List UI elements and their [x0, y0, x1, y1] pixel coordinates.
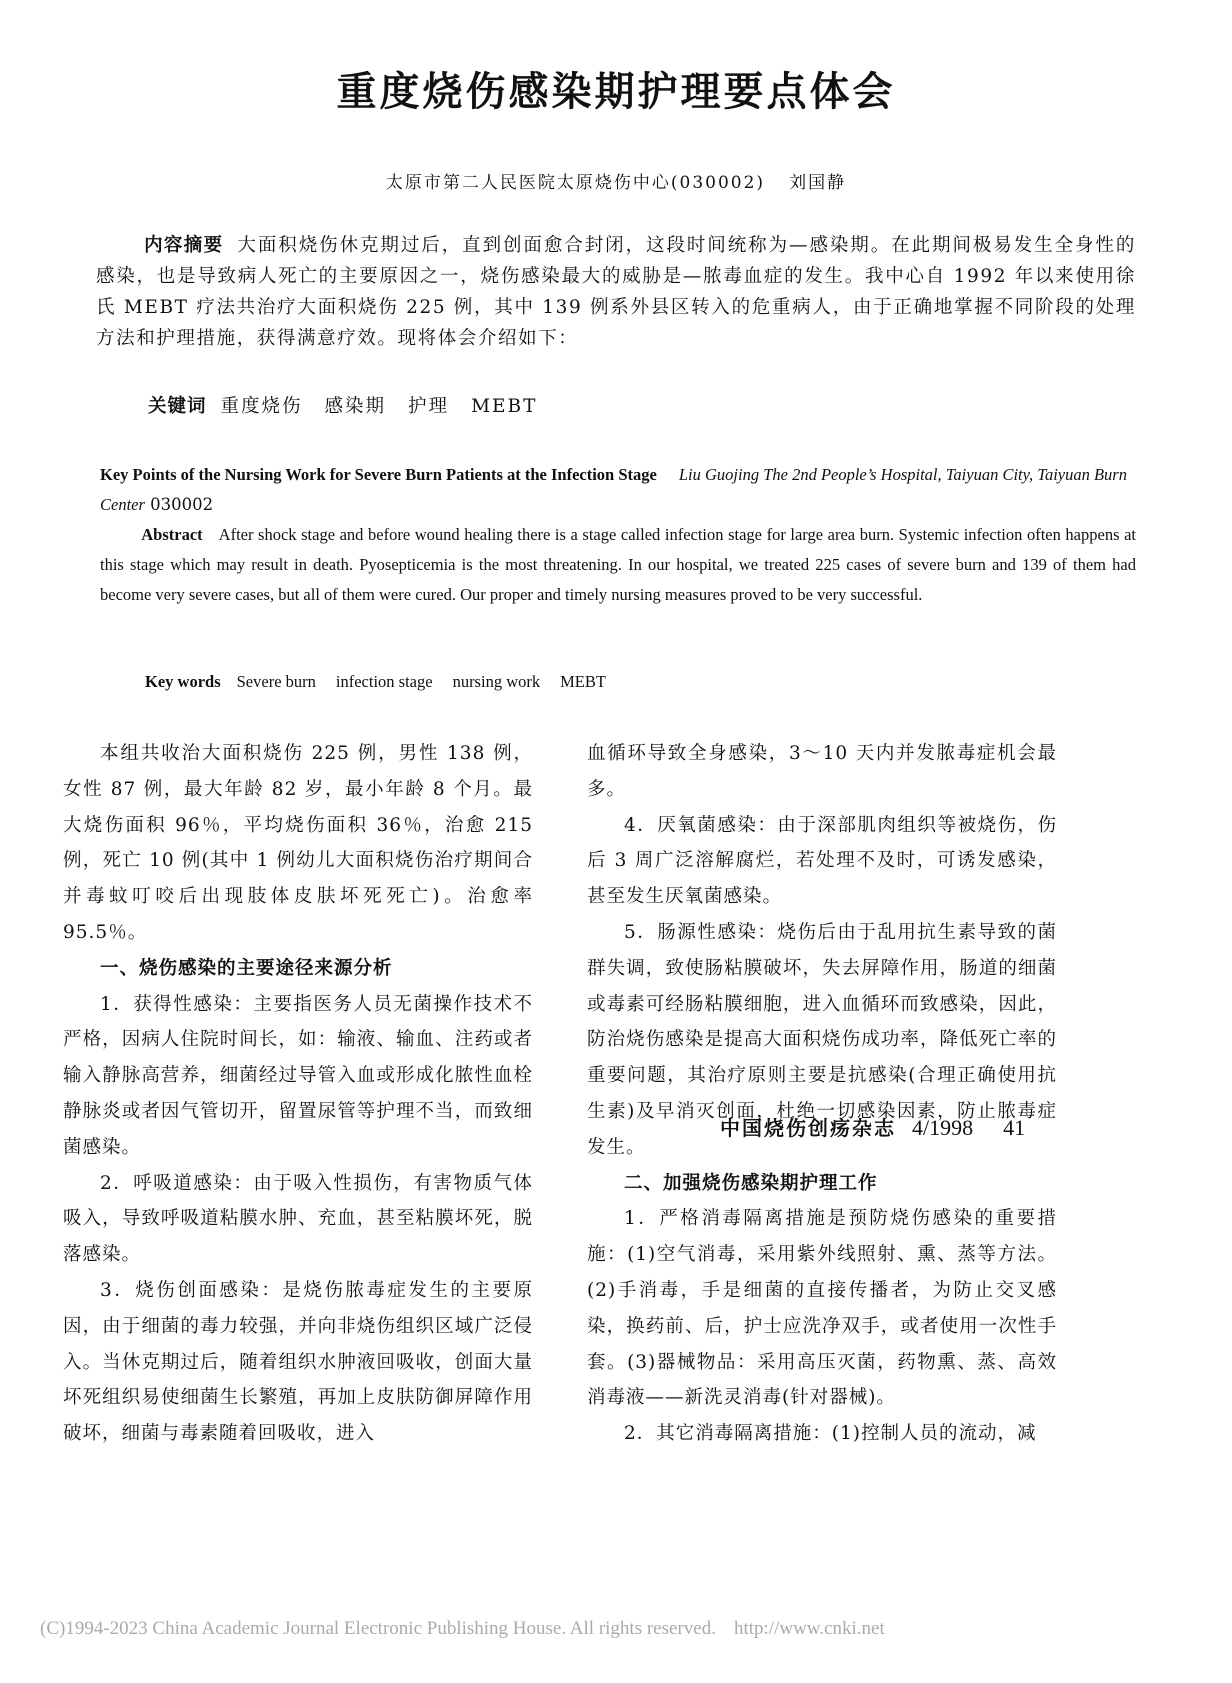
keyword-cn: MEBT — [471, 396, 538, 417]
body-paragraph: 3．烧伤创面感染：是烧伤脓毒症发生的主要原因，由于细菌的毒力较强，并向非烧伤组织区域广泛侵入。当休克期过后，随着组织水肿液回吸收，创面大量坏死组织易使细菌生长繁殖，再加上皮肤防御屏障作用破坏，细菌与毒素随着回吸收，进入 — [63, 1279, 533, 1445]
body-paragraph-continued: 血循环导致全身感染，3～10 天内并发脓毒症机会最多。 — [587, 743, 1057, 800]
keyword-en: MEBT — [560, 672, 606, 691]
body-paragraph: 本组共收治大面积烧伤 225 例，男性 138 例，女性 87 例，最大年龄 82 岁，最小年龄 8 个月。最大烧伤面积 96％，平均烧伤面积 36％，治愈 215 例，死亡 10 例(其中 1 例幼儿大面积烧伤治疗期间合并毒蚊叮咬后出现肢体皮肤坏死死亡)。治愈率95.5％。 — [63, 743, 533, 943]
journal-issue: 4/1998 — [912, 1115, 974, 1140]
english-title: Key Points of the Nursing Work for Severe Burn Patients at the Infection Stage — [100, 465, 657, 484]
abstract-cn — [96, 230, 1136, 354]
body-column-left — [63, 736, 533, 1452]
keyword-cn: 护理 — [408, 396, 450, 417]
keywords-en-label: Key words — [145, 672, 221, 691]
keyword-en: Severe burn — [236, 672, 316, 691]
copyright-url: http://www.cnki.net — [733, 1618, 885, 1639]
body-paragraph: 2．呼吸道感染：由于吸入性损伤，有害物质气体吸入，导致呼吸道粘膜水肿、充血，甚至粘膜坏死，脱落感染。 — [63, 1172, 533, 1266]
body-paragraph: 2．其它消毒隔离措施：(1)控制人员的流动，减 — [624, 1423, 1037, 1445]
keyword-cn: 感染期 — [324, 396, 387, 417]
keywords-cn — [148, 392, 559, 418]
keyword-en: infection stage — [335, 672, 433, 691]
keyword-cn: 重度烧伤 — [220, 396, 303, 417]
affiliation-line — [0, 168, 1232, 193]
body-paragraph: 1．严格消毒隔离措施是预防烧伤感染的重要措施：(1)空气消毒，采用紫外线照射、熏、蒸等方法。(2)手消毒，手是细菌的直接传播者，为防止交叉感染，换药前、后，护士应洗净双手，或者使用一次性手套。(3)器械物品：采用高压灭菌，药物熏、蒸、高效消毒液——新洗灵消毒(针对器械)。 — [587, 1208, 1057, 1409]
keyword-en: nursing work — [452, 672, 541, 691]
body-paragraph: 5．肠源性感染：烧伤后由于乱用抗生素导致的菌群失调，致使肠粘膜破坏，失去屏障作用，肠道的细菌或毒素可经肠粘膜细胞，进入血循环而致感染，因此，防治烧伤感染是提高大面积烧伤成功率，降低死亡率的重要问题，其治疗原则主要是抗感染(合理正确使用抗生素)及早消灭创面，杜绝一切感染因素，防止脓毒症发生。 — [587, 921, 1057, 1158]
abstract-en-text: After shock stage and before wound healing there is a stage called infection stage for large area burn. Systemic infection often happens at this stage which may result in death. Pyosepticemia is the most threatening. In our hospital, we treated 225 cases of severe burn and 139 of them had become very severe cases, but all of them were cured. Our proper and timely nursing measures proved to be very successful. — [100, 525, 1136, 604]
english-authors: Liu Guojing The 2nd People’s Hospital, Taiyuan City, Taiyuan Burn Center — [100, 465, 1127, 514]
affiliation: 太原市第二人民医院太原烧伤中心(030002) — [385, 173, 766, 193]
article-title: 重度烧伤感染期护理要点体会 — [336, 69, 896, 115]
body-paragraph: 1．获得性感染：主要指医务人员无菌操作技术不严格，因病人住院时间长，如：输液、输血、注药或者输入静脉高营养，细菌经过导管入血或形成化脓性血栓静脉炎或者因气管切开，留置尿管等护理不当，而致细菌感染。 — [63, 993, 533, 1158]
abstract-en — [100, 520, 1136, 610]
page-number: 41 — [1003, 1115, 1026, 1140]
keywords-en — [145, 672, 626, 692]
abstract-en-label: Abstract — [141, 525, 203, 544]
keywords-cn-label: 关键词 — [148, 396, 207, 417]
section-heading: 一、烧伤感染的主要途径来源分析 — [100, 957, 393, 979]
journal-name: 中国烧伤创疡杂志 — [720, 1116, 896, 1140]
english-postcode: 030002 — [150, 495, 214, 514]
abstract-cn-text: 大面积烧伤休克期过后，直到创面愈合封闭，这段时间统称为—感染期。在此期间极易发生全身性的感染，也是导致病人死亡的主要原因之一，烧伤感染最大的威胁是—脓毒血症的发生。我中心自 1992 年以来使用徐氏 MEBT 疗法共治疗大面积烧伤 225 例，其中 139 例系外县区转入的危重病人，由于正确地掌握不同阶段的处理方法和护理措施，获得满意疗效。现将体会介绍如下： — [96, 235, 1136, 349]
abstract-cn-label: 内容摘要 — [144, 235, 224, 256]
copyright-text: (C)1994-2023 China Academic Journal Electronic Publishing House. All rights reserved. — [40, 1618, 716, 1639]
page-footer — [720, 1112, 1025, 1141]
english-title-block — [100, 460, 1136, 520]
section-heading: 二、加强烧伤感染期护理工作 — [624, 1172, 878, 1194]
body-paragraph: 4．厌氧菌感染：由于深部肌肉组织等被烧伤，伤后 3 周广泛溶解腐烂，若处理不及时，可诱发感染，甚至发生厌氧菌感染。 — [587, 814, 1057, 908]
body-column-right — [587, 736, 1057, 1452]
copyright-notice — [40, 1618, 885, 1640]
author: 刘国静 — [789, 173, 847, 193]
